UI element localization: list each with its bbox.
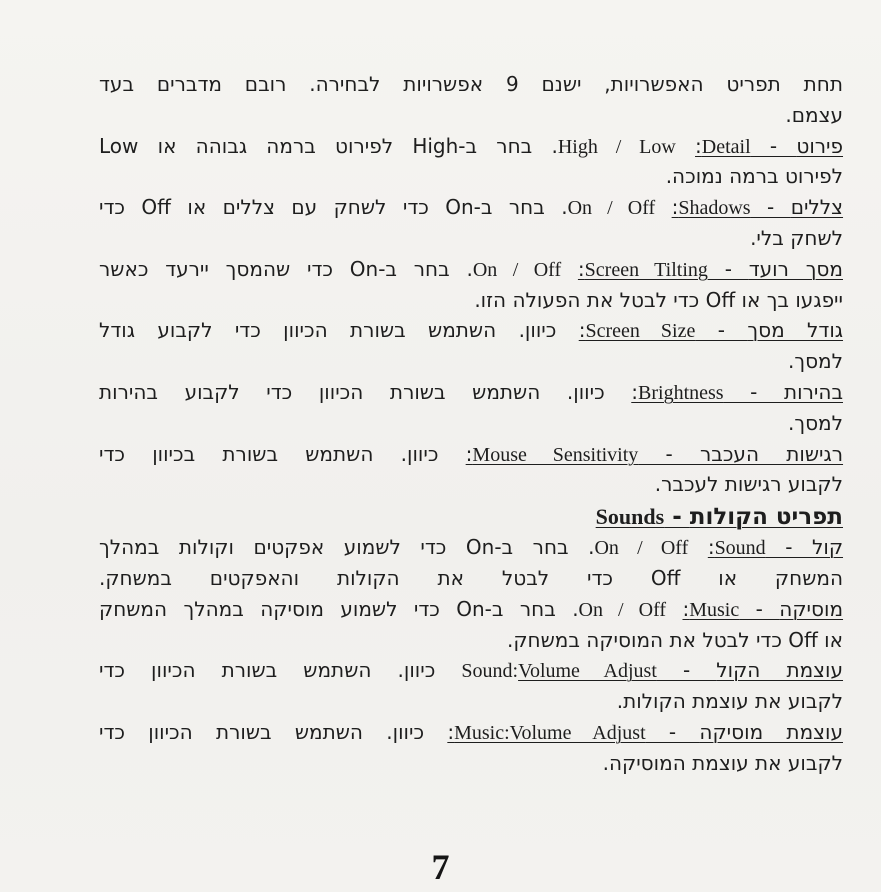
option-values: כיוון. bbox=[397, 658, 436, 683]
option-description: השתמש בשורת הכיוון כדי לקבוע בהירות bbox=[99, 379, 541, 404]
option-sound: קול - Sound: On / Off. בחר ב-On כדי לשמוע אפקטים וקולות במהלך bbox=[99, 535, 844, 560]
option-values: כיוון. bbox=[386, 719, 425, 744]
option-screen-tilting-cont: ייפגעו בך או Off כדי לבטל את הפעולה הזו. bbox=[474, 287, 843, 312]
option-description: השתמש בשורת בכיוון כדי bbox=[99, 441, 374, 466]
intro-line-1 bbox=[99, 69, 843, 100]
option-values: כיוון. bbox=[400, 441, 439, 466]
option-term-prefix: Sound: bbox=[461, 660, 519, 683]
option-sound-volume-cont: לקבוע את עוצמת הקולות. bbox=[616, 689, 843, 714]
sounds-menu-heading: תפריט הקולות - Sounds bbox=[595, 504, 843, 531]
option-sound-volume bbox=[99, 655, 843, 686]
option-detail-cont: לפירוט ברמה נמוכה. bbox=[665, 164, 843, 189]
option-description: בחר ב-On כדי לשמוע מוסיקה במהלך המשחק bbox=[99, 596, 556, 621]
option-term: רגישות העכבר - Mouse Sensitivity: bbox=[465, 441, 844, 466]
option-term: עוצמת הקול - Volume Adjust bbox=[518, 658, 844, 683]
option-brightness bbox=[99, 377, 843, 408]
option-values: On / Off bbox=[472, 258, 562, 281]
option-term: עוצמת מוסיקה - Music:Volume Adjust: bbox=[447, 719, 843, 744]
option-mouse-sensitivity bbox=[99, 439, 843, 470]
option-music-volume-cont: לקבוע את עוצמת המוסיקה. bbox=[602, 750, 843, 775]
option-description: בחר ב-On כדי לשחק עם צללים או Off כדי bbox=[99, 195, 545, 220]
option-description: בחר ב-On כדי לשמוע אפקטים וקולות במהלך bbox=[99, 535, 569, 560]
option-term: קול - Sound: bbox=[707, 535, 844, 560]
intro-text: תחת תפריט האפשרויות, ישנם 9 אפשרויות לבחירה. רובם מדברים בעד bbox=[99, 72, 843, 96]
option-values: On / Off bbox=[578, 598, 667, 621]
option-shadows: צללים - Shadows: On / Off. בחר ב-On כדי לשחק עם צללים או Off כדי bbox=[99, 195, 844, 220]
option-description: השתמש בשורת הכיוון כדי לקבוע גודל bbox=[99, 318, 497, 343]
option-term: גודל מסך - Screen Size: bbox=[578, 318, 844, 343]
option-detail: פירוט - Detail: High / Low. בחר ב-High לפירוט ברמה גבוהה או Low bbox=[99, 133, 844, 158]
option-values: High / Low bbox=[557, 135, 676, 158]
option-description: השתמש בשורת הכיוון כדי bbox=[99, 658, 372, 683]
option-shadows-cont: לשחק בלי. bbox=[750, 225, 843, 250]
option-values: כיוון. bbox=[518, 318, 557, 343]
option-values: On / Off bbox=[567, 197, 656, 220]
option-screen-size bbox=[99, 315, 843, 346]
option-term: בהירות - Brightness: bbox=[631, 379, 843, 404]
option-term: פירוט - Detail: bbox=[695, 133, 844, 158]
option-description: בחר ב-On כדי שהמסך יירעד כאשר bbox=[99, 256, 450, 281]
option-sound-cont: המשחק או Off כדי לבטל את הקולות והאפקטים במשחק. bbox=[99, 565, 844, 590]
option-music-cont: או Off כדי לבטל את המוסיקה במשחק. bbox=[507, 627, 843, 652]
option-term: צללים - Shadows: bbox=[671, 195, 844, 220]
option-term: מסך רועד - Screen Tilting: bbox=[577, 256, 843, 281]
intro-text-end: עצמם. bbox=[785, 102, 843, 127]
option-music-volume bbox=[99, 717, 843, 748]
option-mouse-sensitivity-cont: לקבוע רגישות לעכבר. bbox=[654, 472, 843, 497]
option-values: On / Off bbox=[594, 537, 689, 560]
option-brightness-cont: למסך. bbox=[787, 410, 843, 435]
option-term: מוסיקה - Music: bbox=[682, 596, 844, 621]
option-values: כיוון. bbox=[566, 379, 605, 404]
option-screen-tilting: מסך רועד - Screen Tilting: On / Off. בחר ב-On כדי שהמסך יירעד כאשר bbox=[99, 256, 843, 281]
option-description: בחר ב-High לפירוט ברמה גבוהה או Low bbox=[99, 133, 533, 158]
option-music: מוסיקה - Music: On / Off. בחר ב-On כדי לשמוע מוסיקה במהלך המשחק bbox=[99, 596, 844, 621]
page-number: 7 bbox=[431, 847, 450, 887]
option-screen-size-cont: למסך. bbox=[787, 349, 843, 374]
option-description: השתמש בשורת הכיוון כדי bbox=[99, 719, 363, 744]
options-text bbox=[99, 69, 843, 779]
intro-line-2 bbox=[99, 100, 843, 131]
